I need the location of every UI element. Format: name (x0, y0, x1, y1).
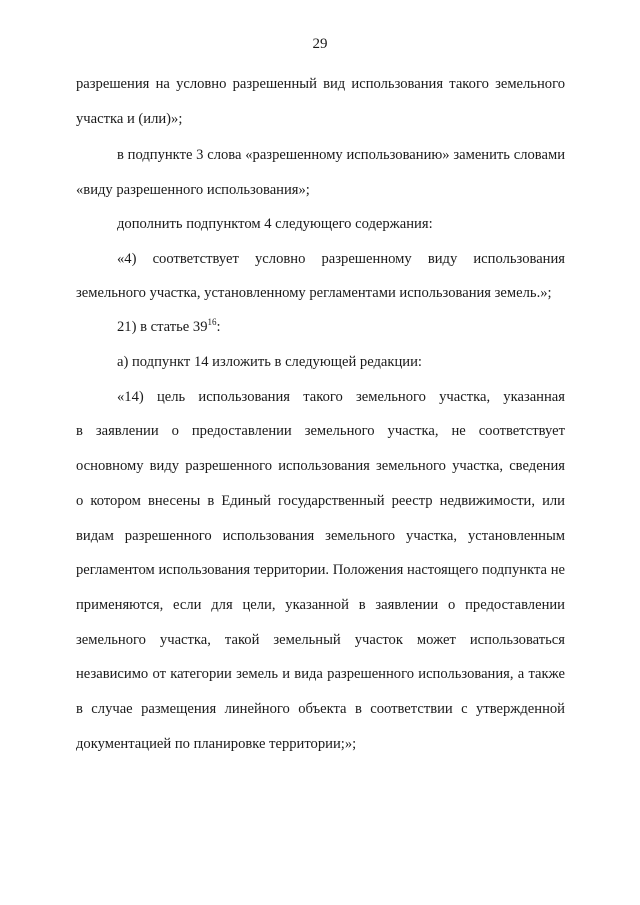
text-line: «14) цель использования такого земельного участка, указанная (117, 389, 565, 405)
page-number: 29 (312, 36, 328, 52)
text-line: земельного участка, установленному регламентами использования земель.»; (76, 285, 552, 301)
article-colon: : (216, 319, 221, 335)
text-line: «4) соответствует условно разрешенному виду использования (117, 251, 565, 267)
text-line: «виду разрешенного использования»; (76, 182, 310, 198)
text-line: в подпункте 3 слова «разрешенному использованию» заменить словами (117, 147, 565, 163)
article-ref: 21) в статье 39 (117, 319, 208, 335)
text-line: о котором внесены в Единый государственный реестр недвижимости, или (76, 493, 565, 509)
text-line: дополнить подпунктом 4 следующего содержания: (117, 216, 433, 232)
text-line: разрешения на условно разрешенный вид использования такого земельного (76, 76, 565, 92)
text-line: а) подпункт 14 изложить в следующей редакции: (117, 354, 422, 370)
text-line: независимо от категории земель и вида разрешенного использования, а также (76, 666, 565, 682)
text-line: видам разрешенного использования земельного участка, установленным (76, 528, 565, 544)
text-line: регламентом использования территории. Положения настоящего подпункта не (76, 562, 565, 578)
article-superscript: 16 (207, 317, 217, 327)
text-line: применяются, если для цели, указанной в заявлении о предоставлении (76, 597, 565, 613)
text-line (117, 318, 565, 336)
text-line: основному виду разрешенного использования земельного участка, сведения (76, 458, 565, 474)
text-line: в случае размещения линейного объекта в соответствии с утвержденной (76, 701, 565, 717)
text-line: земельного участка, такой земельный участок может использоваться (76, 632, 565, 648)
text-line: документацией по планировке территории;»; (76, 736, 357, 752)
text-line: в заявлении о предоставлении земельного участка, не соответствует (76, 423, 565, 439)
text-line: участка и (или)»; (76, 111, 183, 127)
